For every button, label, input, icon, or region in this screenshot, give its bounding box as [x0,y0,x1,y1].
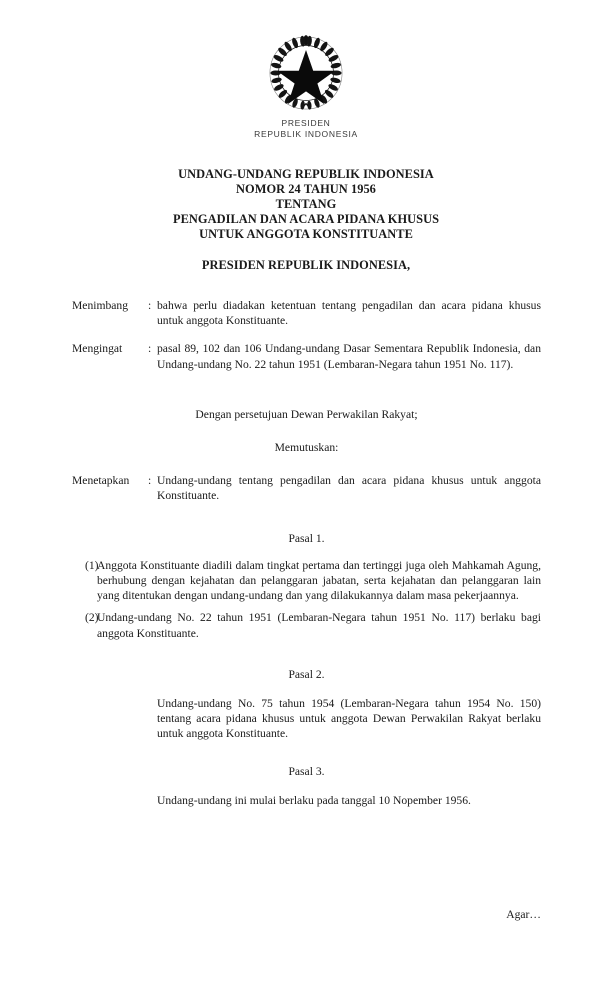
presidential-emblem-block [0,32,612,140]
title-line-3: TENTANG [275,197,337,212]
emblem-caption-line-1: PRESIDEN [281,118,331,128]
clause-menetapkan-text: Undang-undang tentang pengadilan dan acara pidana khusus untuk anggota Konstituante. [157,474,541,503]
clause-mengingat-label: Mengingat [72,342,123,356]
clause-menetapkan [72,473,541,503]
title-line-5: UNTUK ANGGOTA KONSTITUANTE [199,227,413,242]
clause-mengingat-text: pasal 89, 102 dan 106 Undang-undang Dasar Sementara Republik Indonesia, dan Undang-undang No. 22 tahun 1951 (Lembaran-Negara tahun 1951 No. 117). [157,342,541,371]
article-2-paragraph: Undang-undang No. 75 tahun 1954 (Lembaran-Negara tahun 1954 No. 150) tentang acara pidana khusus untuk anggota Dewan Perwakilan Rakyat berlaku untuk anggota Konstituante. [157,697,541,741]
approval-line: Dengan persetujuan Dewan Perwakilan Rakyat; [195,407,418,421]
title-line-1: UNDANG-UNDANG REPUBLIK INDONESIA [178,167,434,181]
page-title [0,167,612,242]
continuation-note: Agar… [506,908,541,921]
clause-mengingat-colon: : [148,342,152,356]
clause-menetapkan-label: Menetapkan [72,474,130,488]
article-heading-3: Pasal 3. [288,764,325,778]
article-heading-2: Pasal 2. [288,667,325,681]
article-1-items [72,558,541,641]
list-item-marker: (2) [85,611,99,625]
list-item [72,610,541,640]
clause-menimbang-label: Menimbang [72,299,129,312]
title-line-4: PENGADILAN DAN ACARA PIDANA KHUSUS [172,212,440,227]
article-3-paragraph: Undang-undang ini mulai berlaku pada tanggal 10 Nopember 1956. [157,793,471,807]
decision-heading: Memutuskan: [274,441,339,455]
list-item-text: Undang-undang No. 22 tahun 1951 (Lembaran-Negara tahun 1951 No. 117) berlaku bagi anggota Konstituante. [97,611,541,640]
clause-menetapkan-colon: : [148,474,152,488]
authority-heading: PRESIDEN REPUBLIK INDONESIA, [201,258,411,272]
list-item [72,558,541,604]
emblem-caption [0,118,612,140]
article-heading-1: Pasal 1. [288,531,325,545]
clause-mengingat [72,341,541,371]
clause-menimbang-text: bahwa perlu diadakan ketentuan tentang pengadilan dan acara pidana khusus untuk anggota Konstituante. [157,299,541,328]
clause-menimbang-colon: : [148,299,152,312]
list-item-marker: (1) [85,558,99,572]
title-line-2: NOMOR 24 TAHUN 1956 [236,182,376,197]
document-body [72,298,541,808]
clause-menimbang [72,298,541,328]
emblem-caption-line-2: REPUBLIK INDONESIA [254,129,358,139]
indonesian-presidential-seal-star-wreath-icon [265,32,347,114]
list-item-text: Anggota Konstituante diadili dalam tingkat pertama dan tertinggi juga oleh Mahkamah Agung, berhubung dengan kejahatan dan pelanggaran jabatan, serta kejahatan dan pelanggaran lain yang ditentukan dengan undang-undang dan yang dilakukannya dalam masa pekerjaannya. [97,558,541,603]
